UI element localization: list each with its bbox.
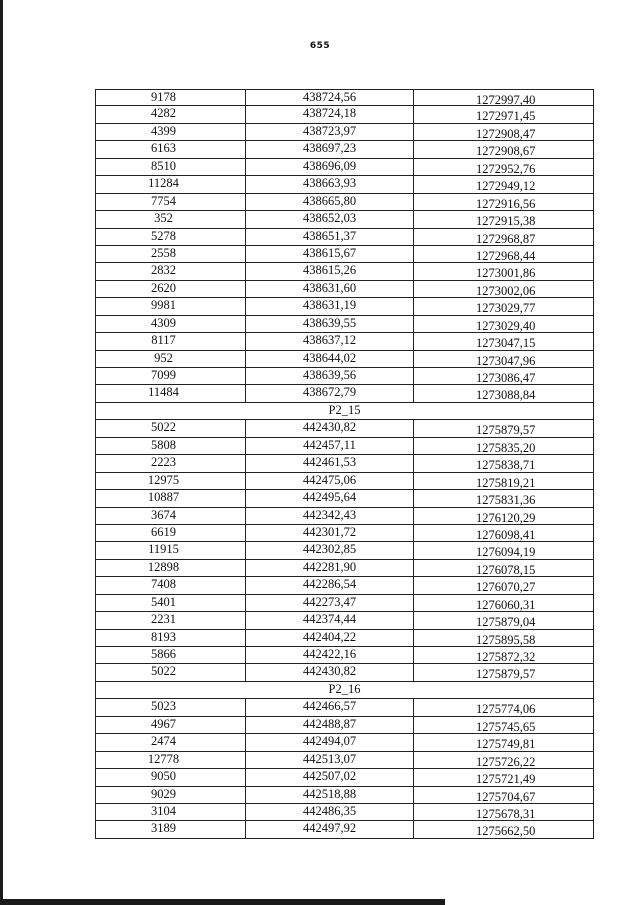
table-row — [95, 89, 594, 106]
x-coordinate-cell: 438672,79 — [245, 385, 413, 401]
table-row — [95, 333, 594, 350]
point-number-cell: 8193 — [95, 630, 245, 646]
table-row — [95, 263, 594, 280]
scan-bottom-edge — [0, 899, 445, 905]
x-coordinate-cell: 442497,92 — [245, 821, 413, 837]
table-row — [95, 455, 594, 472]
x-coordinate-cell: 438724,18 — [245, 106, 413, 122]
table-row — [95, 490, 594, 507]
x-coordinate-cell: 442466,57 — [245, 699, 413, 715]
y-coordinate-cell: 1272971,45 — [413, 106, 594, 122]
table-row — [95, 281, 594, 298]
scan-left-edge — [0, 0, 3, 905]
y-coordinate-cell: 1272915,38 — [413, 211, 594, 227]
table-row — [95, 699, 594, 716]
point-number-cell: 11915 — [95, 542, 245, 558]
table-row — [95, 560, 594, 577]
x-coordinate-cell: 438665,80 — [245, 194, 413, 210]
x-coordinate-cell: 442301,72 — [245, 525, 413, 541]
x-coordinate-cell: 438696,09 — [245, 159, 413, 175]
x-coordinate-cell: 442342,43 — [245, 508, 413, 524]
point-number-cell: 352 — [95, 211, 245, 227]
point-number-cell: 9050 — [95, 769, 245, 785]
y-coordinate-cell: 1275721,49 — [413, 769, 594, 785]
x-coordinate-cell: 438615,67 — [245, 246, 413, 262]
x-coordinate-cell: 438637,12 — [245, 333, 413, 349]
y-coordinate-cell: 1275678,31 — [413, 804, 594, 820]
x-coordinate-cell: 442430,82 — [245, 664, 413, 680]
point-number-cell: 12898 — [95, 560, 245, 576]
y-coordinate-cell: 1275872,32 — [413, 647, 594, 663]
x-coordinate-cell: 438724,56 — [245, 90, 413, 105]
y-coordinate-cell: 1273047,96 — [413, 351, 594, 367]
table-row — [95, 229, 594, 246]
table-row — [95, 630, 594, 647]
x-coordinate-cell: 442422,16 — [245, 647, 413, 663]
x-coordinate-cell: 442507,02 — [245, 769, 413, 785]
y-coordinate-cell: 1275895,58 — [413, 630, 594, 646]
point-number-cell: 2231 — [95, 612, 245, 628]
y-coordinate-cell: 1273086,47 — [413, 368, 594, 384]
point-number-cell: 11484 — [95, 385, 245, 401]
x-coordinate-cell: 442518,88 — [245, 787, 413, 803]
table-row — [95, 664, 594, 681]
y-coordinate-cell: 1276120,29 — [413, 508, 594, 524]
table-row — [95, 717, 594, 734]
point-number-cell: 3104 — [95, 804, 245, 820]
x-coordinate-cell: 438723,97 — [245, 124, 413, 140]
x-coordinate-cell: 442488,87 — [245, 717, 413, 733]
y-coordinate-cell: 1275879,57 — [413, 664, 594, 680]
point-number-cell: 4309 — [95, 316, 245, 332]
point-number-cell: 4399 — [95, 124, 245, 140]
table-row — [95, 508, 594, 525]
x-coordinate-cell: 442457,11 — [245, 438, 413, 454]
table-row — [95, 769, 594, 786]
x-coordinate-cell: 442430,82 — [245, 420, 413, 436]
x-coordinate-cell: 442475,06 — [245, 473, 413, 489]
y-coordinate-cell: 1273002,06 — [413, 281, 594, 297]
table-row — [95, 525, 594, 542]
y-coordinate-cell: 1276078,15 — [413, 560, 594, 576]
y-coordinate-cell: 1272916,56 — [413, 194, 594, 210]
table-row — [95, 612, 594, 629]
y-coordinate-cell: 1275726,22 — [413, 752, 594, 768]
table-row — [95, 804, 594, 821]
x-coordinate-cell: 442404,22 — [245, 630, 413, 646]
coordinates-table — [95, 89, 594, 839]
point-number-cell: 7099 — [95, 368, 245, 384]
point-number-cell: 2474 — [95, 734, 245, 750]
page-number: 655 — [309, 41, 331, 51]
table-row — [95, 420, 594, 437]
point-number-cell: 5023 — [95, 699, 245, 715]
point-number-cell: 7754 — [95, 194, 245, 210]
x-coordinate-cell: 442281,90 — [245, 560, 413, 576]
y-coordinate-cell: 1275831,36 — [413, 490, 594, 506]
y-coordinate-cell: 1275745,65 — [413, 717, 594, 733]
x-coordinate-cell: 438639,55 — [245, 316, 413, 332]
table-row — [95, 595, 594, 612]
table-row — [95, 176, 594, 193]
table-row — [95, 298, 594, 315]
x-coordinate-cell: 438663,93 — [245, 176, 413, 192]
y-coordinate-cell: 1275662,50 — [413, 821, 594, 837]
y-coordinate-cell: 1276094,19 — [413, 542, 594, 558]
y-coordinate-cell: 1273088,84 — [413, 385, 594, 401]
x-coordinate-cell: 438697,23 — [245, 141, 413, 157]
point-number-cell: 5401 — [95, 595, 245, 611]
x-coordinate-cell: 438652,03 — [245, 211, 413, 227]
x-coordinate-cell: 442461,53 — [245, 455, 413, 471]
y-coordinate-cell: 1273029,40 — [413, 316, 594, 332]
y-coordinate-cell: 1275819,21 — [413, 473, 594, 489]
table-row — [95, 438, 594, 455]
y-coordinate-cell: 1275704,67 — [413, 787, 594, 803]
point-number-cell: 3189 — [95, 821, 245, 837]
y-coordinate-cell: 1272908,67 — [413, 141, 594, 157]
point-number-cell: 2223 — [95, 455, 245, 471]
y-coordinate-cell: 1273029,77 — [413, 298, 594, 314]
y-coordinate-cell: 1276060,31 — [413, 595, 594, 611]
table-row — [95, 577, 594, 594]
section-title: P2_16 — [95, 682, 594, 699]
x-coordinate-cell: 442374,44 — [245, 612, 413, 628]
table-row — [95, 124, 594, 141]
point-number-cell: 8117 — [95, 333, 245, 349]
point-number-cell: 12778 — [95, 752, 245, 768]
point-number-cell: 9981 — [95, 298, 245, 314]
point-number-cell: 5278 — [95, 229, 245, 245]
y-coordinate-cell: 1272997,40 — [413, 90, 594, 105]
y-coordinate-cell: 1273001,86 — [413, 263, 594, 279]
point-number-cell: 4967 — [95, 717, 245, 733]
y-coordinate-cell: 1275774,06 — [413, 699, 594, 715]
table-row — [95, 351, 594, 368]
point-number-cell: 9178 — [95, 90, 245, 105]
y-coordinate-cell: 1272968,44 — [413, 246, 594, 262]
table-row — [95, 141, 594, 158]
y-coordinate-cell: 1272968,87 — [413, 229, 594, 245]
x-coordinate-cell: 442495,64 — [245, 490, 413, 506]
x-coordinate-cell: 438615,26 — [245, 263, 413, 279]
y-coordinate-cell: 1276098,41 — [413, 525, 594, 541]
point-number-cell: 5866 — [95, 647, 245, 663]
point-number-cell: 4282 — [95, 106, 245, 122]
point-number-cell: 11284 — [95, 176, 245, 192]
point-number-cell: 5022 — [95, 664, 245, 680]
point-number-cell: 5808 — [95, 438, 245, 454]
point-number-cell: 2620 — [95, 281, 245, 297]
x-coordinate-cell: 442302,85 — [245, 542, 413, 558]
point-number-cell: 5022 — [95, 420, 245, 436]
x-coordinate-cell: 438639,56 — [245, 368, 413, 384]
y-coordinate-cell: 1275879,57 — [413, 420, 594, 436]
y-coordinate-cell: 1275879,04 — [413, 612, 594, 628]
x-coordinate-cell: 442513,07 — [245, 752, 413, 768]
x-coordinate-cell: 438644,02 — [245, 351, 413, 367]
point-number-cell: 2832 — [95, 263, 245, 279]
point-number-cell: 8510 — [95, 159, 245, 175]
table-row — [95, 385, 594, 402]
y-coordinate-cell: 1275749,81 — [413, 734, 594, 750]
point-number-cell: 10887 — [95, 490, 245, 506]
point-number-cell: 6163 — [95, 141, 245, 157]
table-row — [95, 368, 594, 385]
point-number-cell: 3674 — [95, 508, 245, 524]
x-coordinate-cell: 442286,54 — [245, 577, 413, 593]
y-coordinate-cell: 1276070,27 — [413, 577, 594, 593]
table-row — [95, 211, 594, 228]
y-coordinate-cell: 1273047,15 — [413, 333, 594, 349]
x-coordinate-cell: 438631,60 — [245, 281, 413, 297]
table-row — [95, 734, 594, 751]
x-coordinate-cell: 438631,19 — [245, 298, 413, 314]
table-row — [95, 542, 594, 559]
table-row — [95, 316, 594, 333]
y-coordinate-cell: 1275835,20 — [413, 438, 594, 454]
table-row — [95, 473, 594, 490]
table-row — [95, 106, 594, 123]
section-title: P2_15 — [95, 403, 594, 420]
y-coordinate-cell: 1272908,47 — [413, 124, 594, 140]
x-coordinate-cell: 438651,37 — [245, 229, 413, 245]
point-number-cell: 9029 — [95, 787, 245, 803]
table-row — [95, 821, 594, 838]
x-coordinate-cell: 442273,47 — [245, 595, 413, 611]
x-coordinate-cell: 442486,35 — [245, 804, 413, 820]
y-coordinate-cell: 1272952,76 — [413, 159, 594, 175]
point-number-cell: 12975 — [95, 473, 245, 489]
point-number-cell: 7408 — [95, 577, 245, 593]
x-coordinate-cell: 442494,07 — [245, 734, 413, 750]
table-row — [95, 246, 594, 263]
point-number-cell: 2558 — [95, 246, 245, 262]
table-row — [95, 752, 594, 769]
point-number-cell: 6619 — [95, 525, 245, 541]
table-row — [95, 787, 594, 804]
y-coordinate-cell: 1275838,71 — [413, 455, 594, 471]
table-row — [95, 159, 594, 176]
table-row — [95, 647, 594, 664]
point-number-cell: 952 — [95, 351, 245, 367]
y-coordinate-cell: 1272949,12 — [413, 176, 594, 192]
table-row — [95, 194, 594, 211]
